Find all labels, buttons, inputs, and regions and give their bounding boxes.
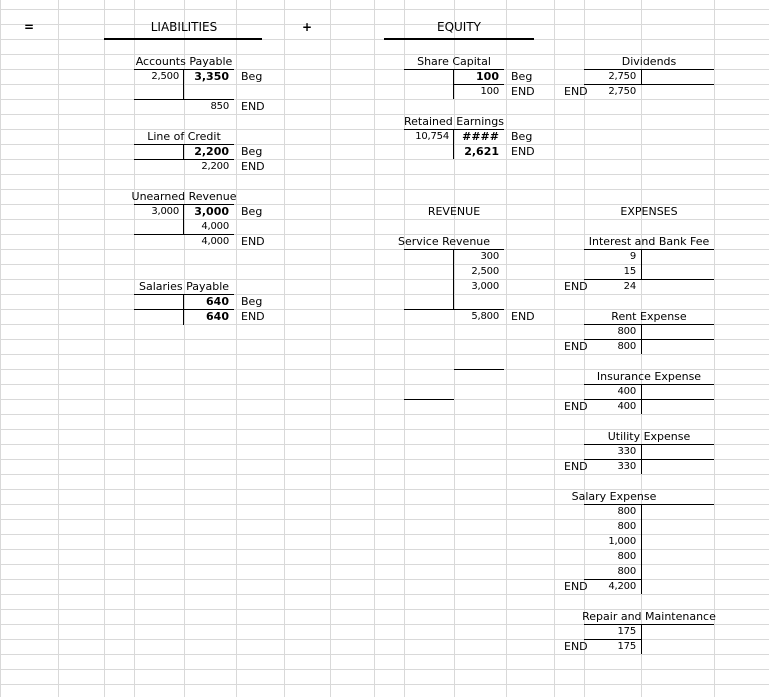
unearned-revenue-end: 4,000 <box>201 236 229 247</box>
unearned-revenue-title: Unearned Revenue <box>131 190 237 203</box>
end-label: END <box>564 85 588 98</box>
insurance-expense-title: Insurance Expense <box>596 370 702 383</box>
retained-earnings-credit: #### <box>462 130 499 143</box>
insurance-expense-end: 400 <box>617 401 636 412</box>
beg-label: Beg <box>511 130 533 143</box>
salary-expense-debit-3: 1,000 <box>608 536 636 547</box>
rent-expense-title: Rent Expense <box>611 310 687 323</box>
equals-sign: = <box>23 20 35 34</box>
service-revenue-credit-2: 2,500 <box>471 266 499 277</box>
retained-earnings-debit: 10,754 <box>415 131 449 142</box>
beg-label: Beg <box>241 205 263 218</box>
t-account-divider <box>641 504 642 594</box>
equity-underline <box>384 38 534 40</box>
accounts-payable-title: Accounts Payable <box>135 55 233 68</box>
beg-label: Beg <box>241 145 263 158</box>
line-of-credit-end: 2,200 <box>201 161 229 172</box>
share-capital-credit: 100 <box>476 70 499 83</box>
blank-t-account-line <box>404 399 454 400</box>
t-account-divider <box>641 69 642 85</box>
end-label: END <box>241 310 265 323</box>
end-label: END <box>564 400 588 413</box>
equity-header: EQUITY <box>436 20 481 34</box>
salary-expense-title: Salary Expense <box>571 490 657 503</box>
end-label: END <box>564 340 588 353</box>
revenue-header: REVENUE <box>427 205 481 218</box>
interest-bank-fee-title: Interest and Bank Fee <box>588 235 710 248</box>
t-account-divider <box>641 624 642 654</box>
service-revenue-credit-3: 3,000 <box>471 281 499 292</box>
unearned-revenue-credit-2: 4,000 <box>201 221 229 232</box>
end-label: END <box>564 580 588 593</box>
interest-bank-fee-end: 24 <box>623 281 636 292</box>
end-label: END <box>564 460 588 473</box>
dividends-end: 2,750 <box>608 86 636 97</box>
accounts-payable-debit: 2,500 <box>151 71 179 82</box>
interest-bank-fee-debit-2: 15 <box>623 266 636 277</box>
line-of-credit-credit: 2,200 <box>194 145 229 158</box>
salaries-payable-title: Salaries Payable <box>138 280 230 293</box>
salary-expense-debit-5: 800 <box>617 566 636 577</box>
beg-label: Beg <box>241 70 263 83</box>
plus-sign: + <box>301 20 313 34</box>
repair-maintenance-title: Repair and Maintenance <box>582 610 716 623</box>
end-label: END <box>564 640 588 653</box>
blank-t-account-line <box>454 369 504 370</box>
end-label: END <box>564 280 588 293</box>
unearned-revenue-debit: 3,000 <box>151 206 179 217</box>
salary-expense-debit-1: 800 <box>617 506 636 517</box>
share-capital-title: Share Capital <box>417 55 491 68</box>
dividends-title: Dividends <box>621 55 677 68</box>
beg-label: Beg <box>241 295 263 308</box>
share-capital-end: 100 <box>480 86 499 97</box>
liabilities-header: LIABILITIES <box>150 20 218 34</box>
retained-earnings-title: Retained Earnings <box>404 115 504 128</box>
service-revenue-end: 5,800 <box>471 311 499 322</box>
salary-expense-end: 4,200 <box>608 581 636 592</box>
insurance-expense-debit: 400 <box>617 386 636 397</box>
end-label: END <box>241 235 265 248</box>
salary-expense-debit-4: 800 <box>617 551 636 562</box>
dividends-debit: 2,750 <box>608 71 636 82</box>
rent-expense-debit: 800 <box>617 326 636 337</box>
t-account-divider <box>641 249 642 280</box>
salaries-payable-credit: 640 <box>206 295 229 308</box>
retained-earnings-end: 2,621 <box>464 145 499 158</box>
rent-expense-end: 800 <box>617 341 636 352</box>
end-label: END <box>511 85 535 98</box>
service-revenue-credit-1: 300 <box>480 251 499 262</box>
end-label: END <box>511 310 535 323</box>
repair-maintenance-end: 175 <box>617 641 636 652</box>
end-label: END <box>241 160 265 173</box>
expenses-header: EXPENSES <box>620 205 678 218</box>
end-label: END <box>241 100 265 113</box>
utility-expense-end: 330 <box>617 461 636 472</box>
accounts-payable-end: 850 <box>210 101 229 112</box>
salary-expense-debit-2: 800 <box>617 521 636 532</box>
beg-label: Beg <box>511 70 533 83</box>
liabilities-underline <box>104 38 262 40</box>
utility-expense-title: Utility Expense <box>607 430 691 443</box>
accounts-payable-credit: 3,350 <box>194 70 229 83</box>
interest-bank-fee-debit-1: 9 <box>629 251 636 262</box>
end-label: END <box>511 145 535 158</box>
line-of-credit-title: Line of Credit <box>147 130 221 143</box>
unearned-revenue-credit: 3,000 <box>194 205 229 218</box>
utility-expense-debit: 330 <box>617 446 636 457</box>
service-revenue-title: Service Revenue <box>397 235 491 248</box>
salaries-payable-end: 640 <box>206 310 229 323</box>
repair-maintenance-debit: 175 <box>617 626 636 637</box>
